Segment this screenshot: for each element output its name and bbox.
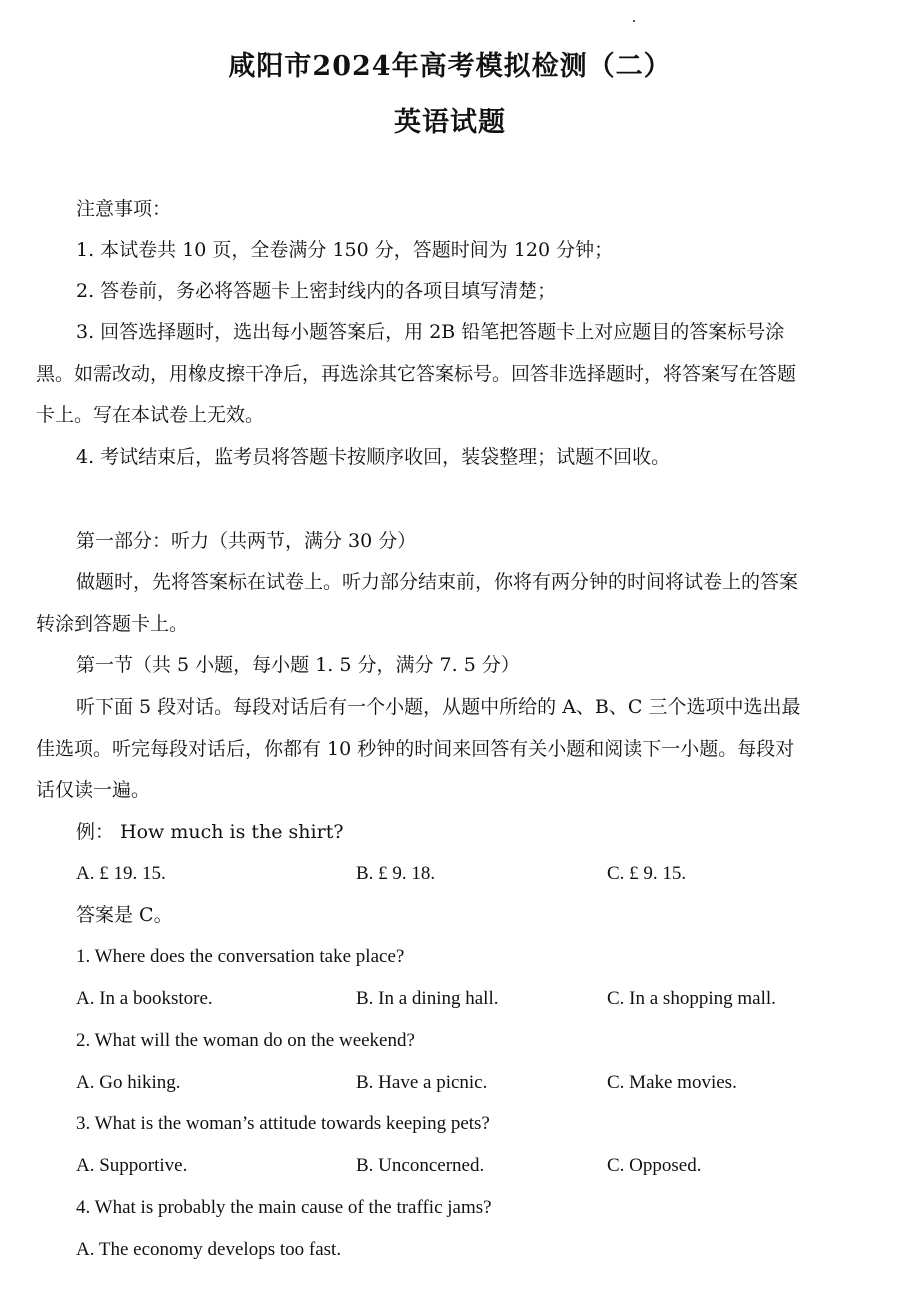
part1-heading: 第一部分：听力（共两节，满分 30 分） bbox=[76, 530, 417, 552]
question-1-option-a: A. In a bookstore. bbox=[76, 988, 213, 1009]
part1-intro-line-1: 做题时，先将答案标在试卷上。听力部分结束前，你将有两分钟的时间将试卷上的答案 bbox=[76, 571, 799, 593]
example-answer: 答案是 C。 bbox=[76, 904, 173, 926]
page-title: 咸阳市2024年高考模拟检测（二） bbox=[228, 51, 672, 82]
notice-item-3-line-3: 卡上。写在本试卷上无效。 bbox=[36, 404, 265, 426]
section1-line-3: 话仅读一遍。 bbox=[36, 779, 151, 801]
part1-intro-line-2: 转涂到答题卡上。 bbox=[36, 613, 189, 635]
notice-item-3-line-1: 3. 回答选择题时，选出每小题答案后，用 2B 铅笔把答题卡上对应题目的答案标号涂 bbox=[76, 321, 785, 343]
section1-heading: 第一节（共 5 小题，每小题 1. 5 分，满分 7. 5 分） bbox=[76, 654, 520, 676]
question-1-option-c: C. In a shopping mall. bbox=[607, 988, 776, 1009]
page-subtitle: 英语试题 bbox=[394, 107, 506, 138]
question-2: 2. What will the woman do on the weekend? bbox=[76, 1030, 415, 1051]
question-1: 1. Where does the conversation take place? bbox=[76, 946, 405, 967]
scan-speck bbox=[633, 20, 635, 22]
notice-heading: 注意事项： bbox=[76, 198, 172, 220]
question-1-option-b: B. In a dining hall. bbox=[356, 988, 499, 1009]
question-3-option-b: B. Unconcerned. bbox=[356, 1155, 485, 1176]
question-3: 3. What is the woman’s attitude towards keeping pets? bbox=[76, 1113, 490, 1134]
question-3-option-c: C. Opposed. bbox=[607, 1155, 702, 1176]
question-2-option-b: B. Have a picnic. bbox=[356, 1072, 488, 1093]
section1-line-1: 听下面 5 段对话。每段对话后有一个小题，从题中所给的 A、B、C 三个选项中选出最 bbox=[76, 696, 801, 718]
question-4-option-a: A. The economy develops too fast. bbox=[76, 1239, 342, 1260]
notice-item-4: 4. 考试结束后，监考员将答题卡按顺序收回，装袋整理；试题不回收。 bbox=[76, 446, 671, 468]
example-option-c: C. £ 9. 15. bbox=[607, 863, 687, 884]
question-4: 4. What is probably the main cause of the traffic jams? bbox=[76, 1197, 492, 1218]
example-option-a: A. £ 19. 15. bbox=[76, 863, 166, 884]
notice-item-1: 1. 本试卷共 10 页，全卷满分 150 分，答题时间为 120 分钟； bbox=[76, 239, 614, 261]
question-3-option-a: A. Supportive. bbox=[76, 1155, 188, 1176]
notice-item-3-line-2: 黑。如需改动，用橡皮擦干净后，再选涂其它答案标号。回答非选择题时，将答案写在答题 bbox=[36, 363, 797, 385]
question-2-option-a: A. Go hiking. bbox=[76, 1072, 181, 1093]
section1-line-2: 佳选项。听完每段对话后，你都有 10 秒钟的时间来回答有关小题和阅读下一小题。每段对 bbox=[36, 738, 795, 760]
notice-item-2: 2. 答卷前，务必将答题卡上密封线内的各项目填写清楚； bbox=[76, 280, 557, 302]
example-question: 例： How much is the shirt? bbox=[76, 821, 344, 843]
question-2-option-c: C. Make movies. bbox=[607, 1072, 737, 1093]
example-option-b: B. £ 9. 18. bbox=[356, 863, 436, 884]
